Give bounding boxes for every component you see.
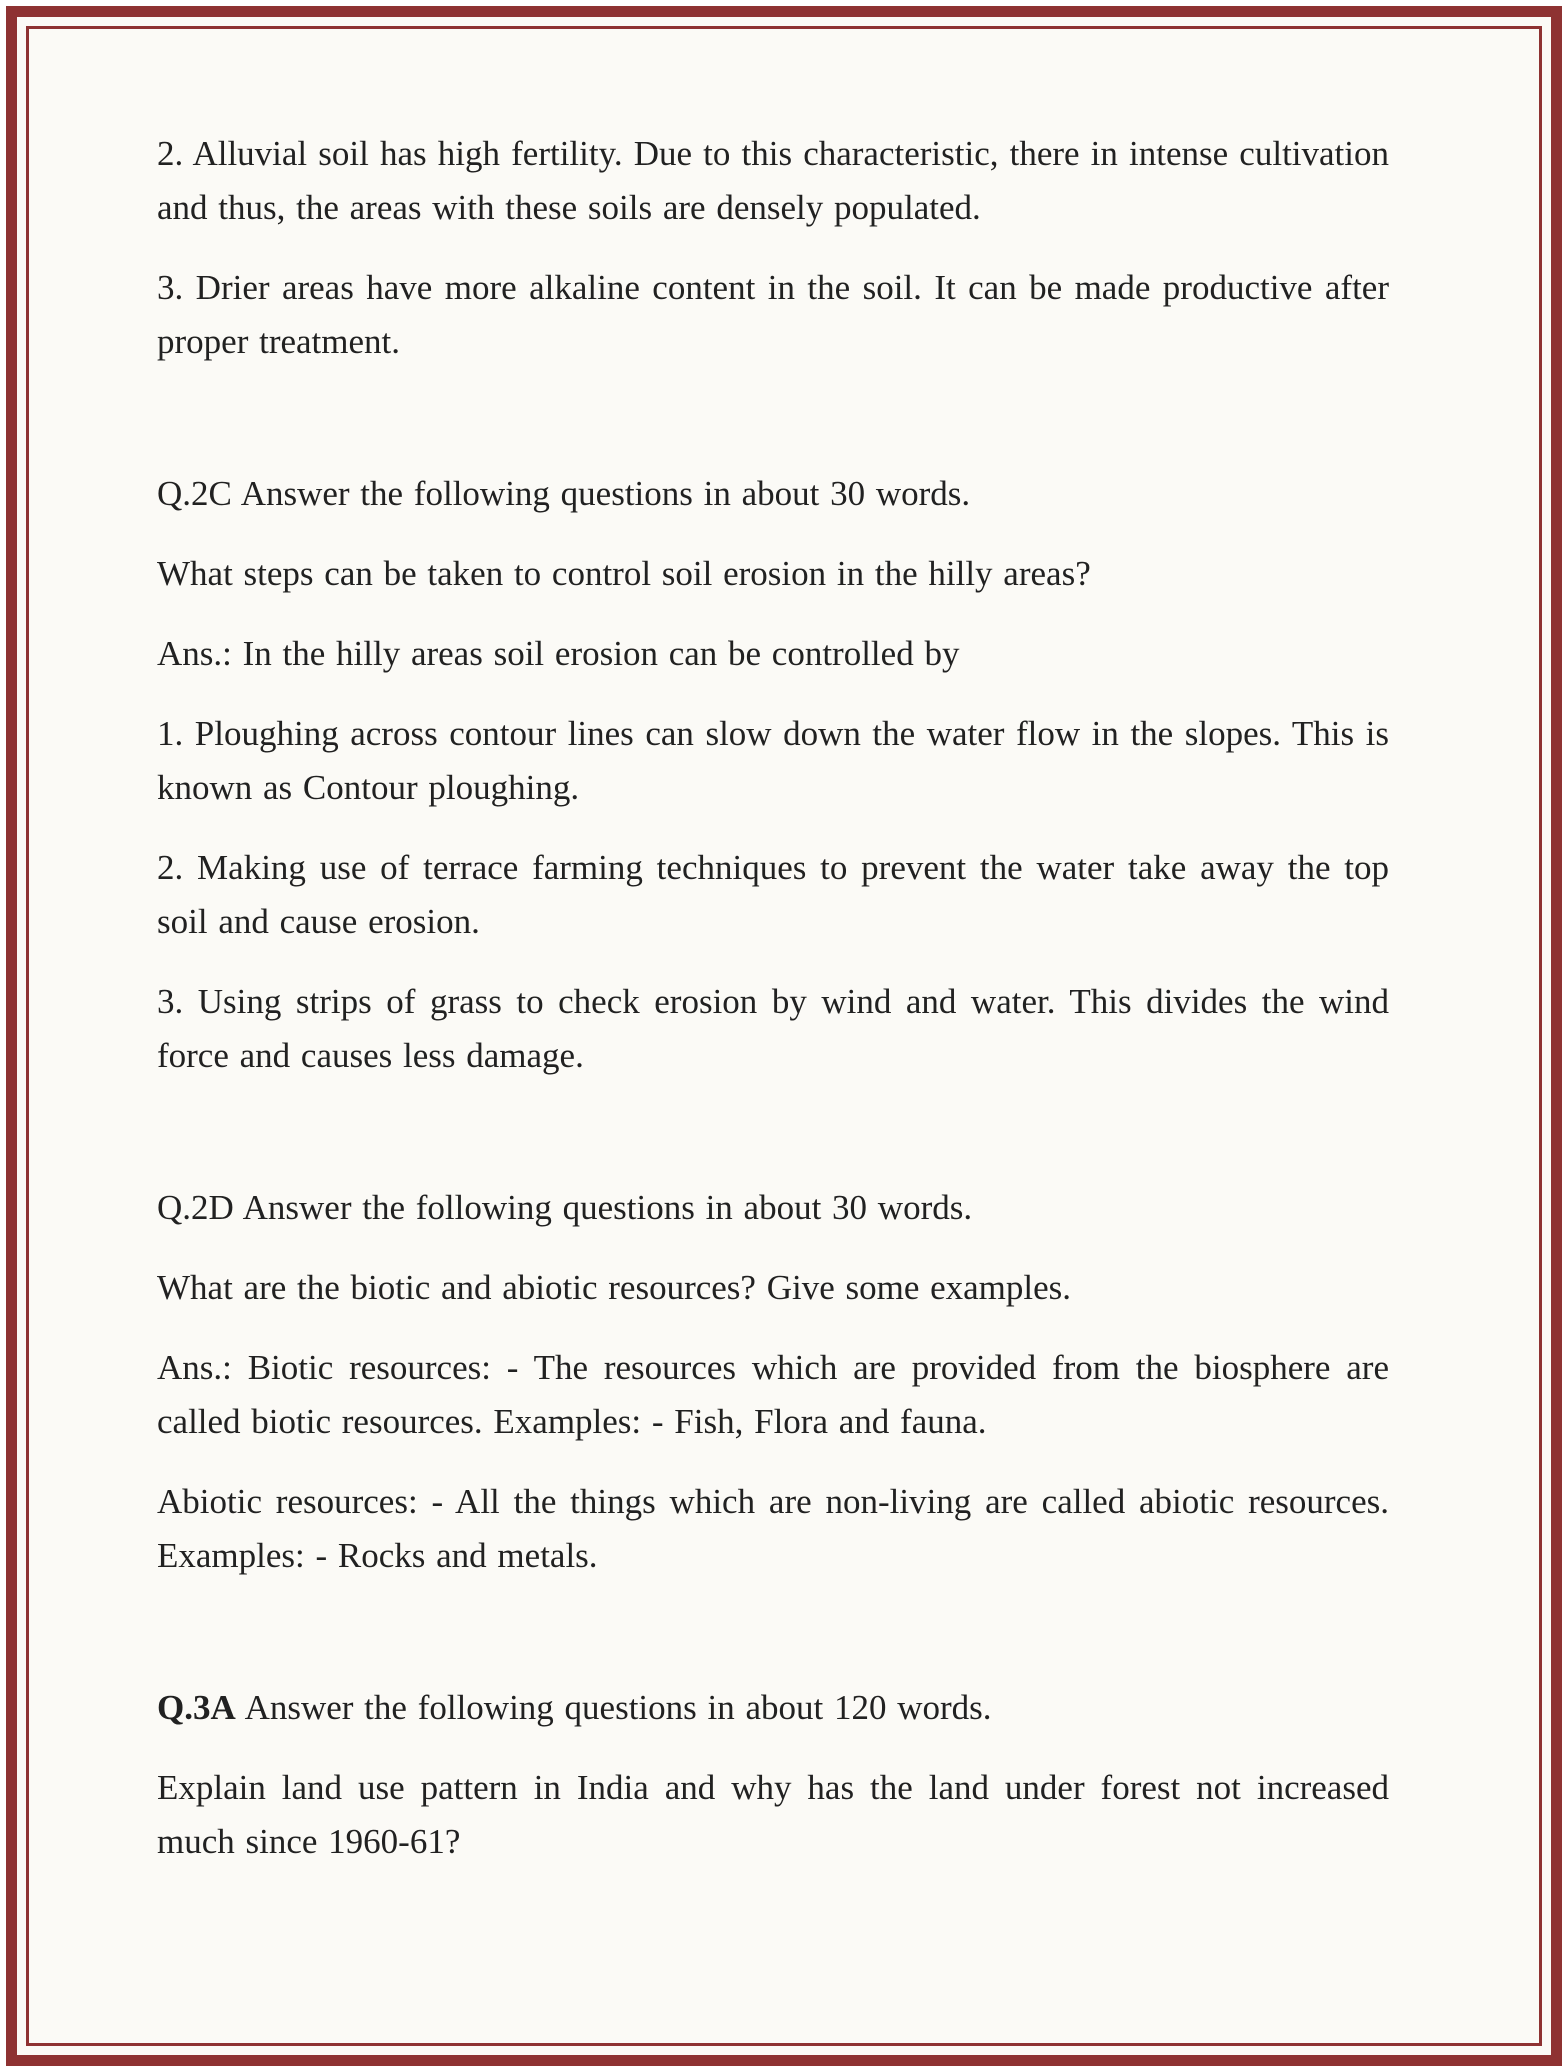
paragraph (157, 1341, 1389, 1449)
page-border-outer (6, 6, 1562, 2066)
paragraph-bold-lead: Q.3A (157, 1688, 236, 1727)
paragraph (157, 1475, 1389, 1583)
paragraph (157, 261, 1389, 369)
paragraph-text: What steps can be taken to control soil erosion in the hilly areas? (157, 554, 1091, 593)
paragraph-text: 3. Drier areas have more alkaline content in the soil. It can be made productive after proper treatment. (157, 268, 1389, 361)
paragraph-text: Q.2C Answer the following questions in about 30 words. (157, 474, 971, 513)
paragraph (157, 1761, 1389, 1869)
paragraph-text: Abiotic resources: - All the things which are non-living are called abiotic resources. Examples: - Rocks and metals. (157, 1482, 1389, 1575)
paragraph-text: Ans.: In the hilly areas soil erosion can be controlled by (157, 634, 960, 673)
paragraph (157, 627, 1389, 681)
paragraph-text: 2. Alluvial soil has high fertility. Due to this characteristic, there in intense cultivation and thus, the areas with these soils are densely populated. (157, 134, 1389, 227)
paragraph (157, 975, 1389, 1083)
paragraph (157, 127, 1389, 235)
paragraph (157, 467, 1389, 521)
paragraph-text: 2. Making use of terrace farming techniques to prevent the water take away the top soil and cause erosion. (157, 848, 1389, 941)
paragraph-text: 1. Ploughing across contour lines can slow down the water flow in the slopes. This is known as Contour ploughing. (157, 714, 1389, 807)
paragraph-text: Q.2D Answer the following questions in about 30 words. (157, 1188, 973, 1227)
paragraph-text: Ans.: Biotic resources: - The resources which are provided from the biosphere are called biotic resources. Examples: - Fish, Flora and fauna. (157, 1348, 1389, 1441)
paragraph-text: Explain land use pattern in India and why has the land under forest not increased much since 1960-61? (157, 1768, 1389, 1861)
paragraph-text: 3. Using strips of grass to check erosion by wind and water. This divides the wind force and causes less damage. (157, 982, 1389, 1075)
paragraph (157, 1261, 1389, 1315)
paragraph-text: What are the biotic and abiotic resources? Give some examples. (157, 1268, 1072, 1307)
paragraph-text: Answer the following questions in about 120 words. (235, 1688, 992, 1727)
paragraph (157, 1681, 1389, 1735)
paragraph (157, 841, 1389, 949)
paragraph (157, 547, 1389, 601)
paragraph (157, 1181, 1389, 1235)
document-content (29, 29, 1539, 1869)
paragraph (157, 707, 1389, 815)
page-border-inner (26, 26, 1542, 2046)
